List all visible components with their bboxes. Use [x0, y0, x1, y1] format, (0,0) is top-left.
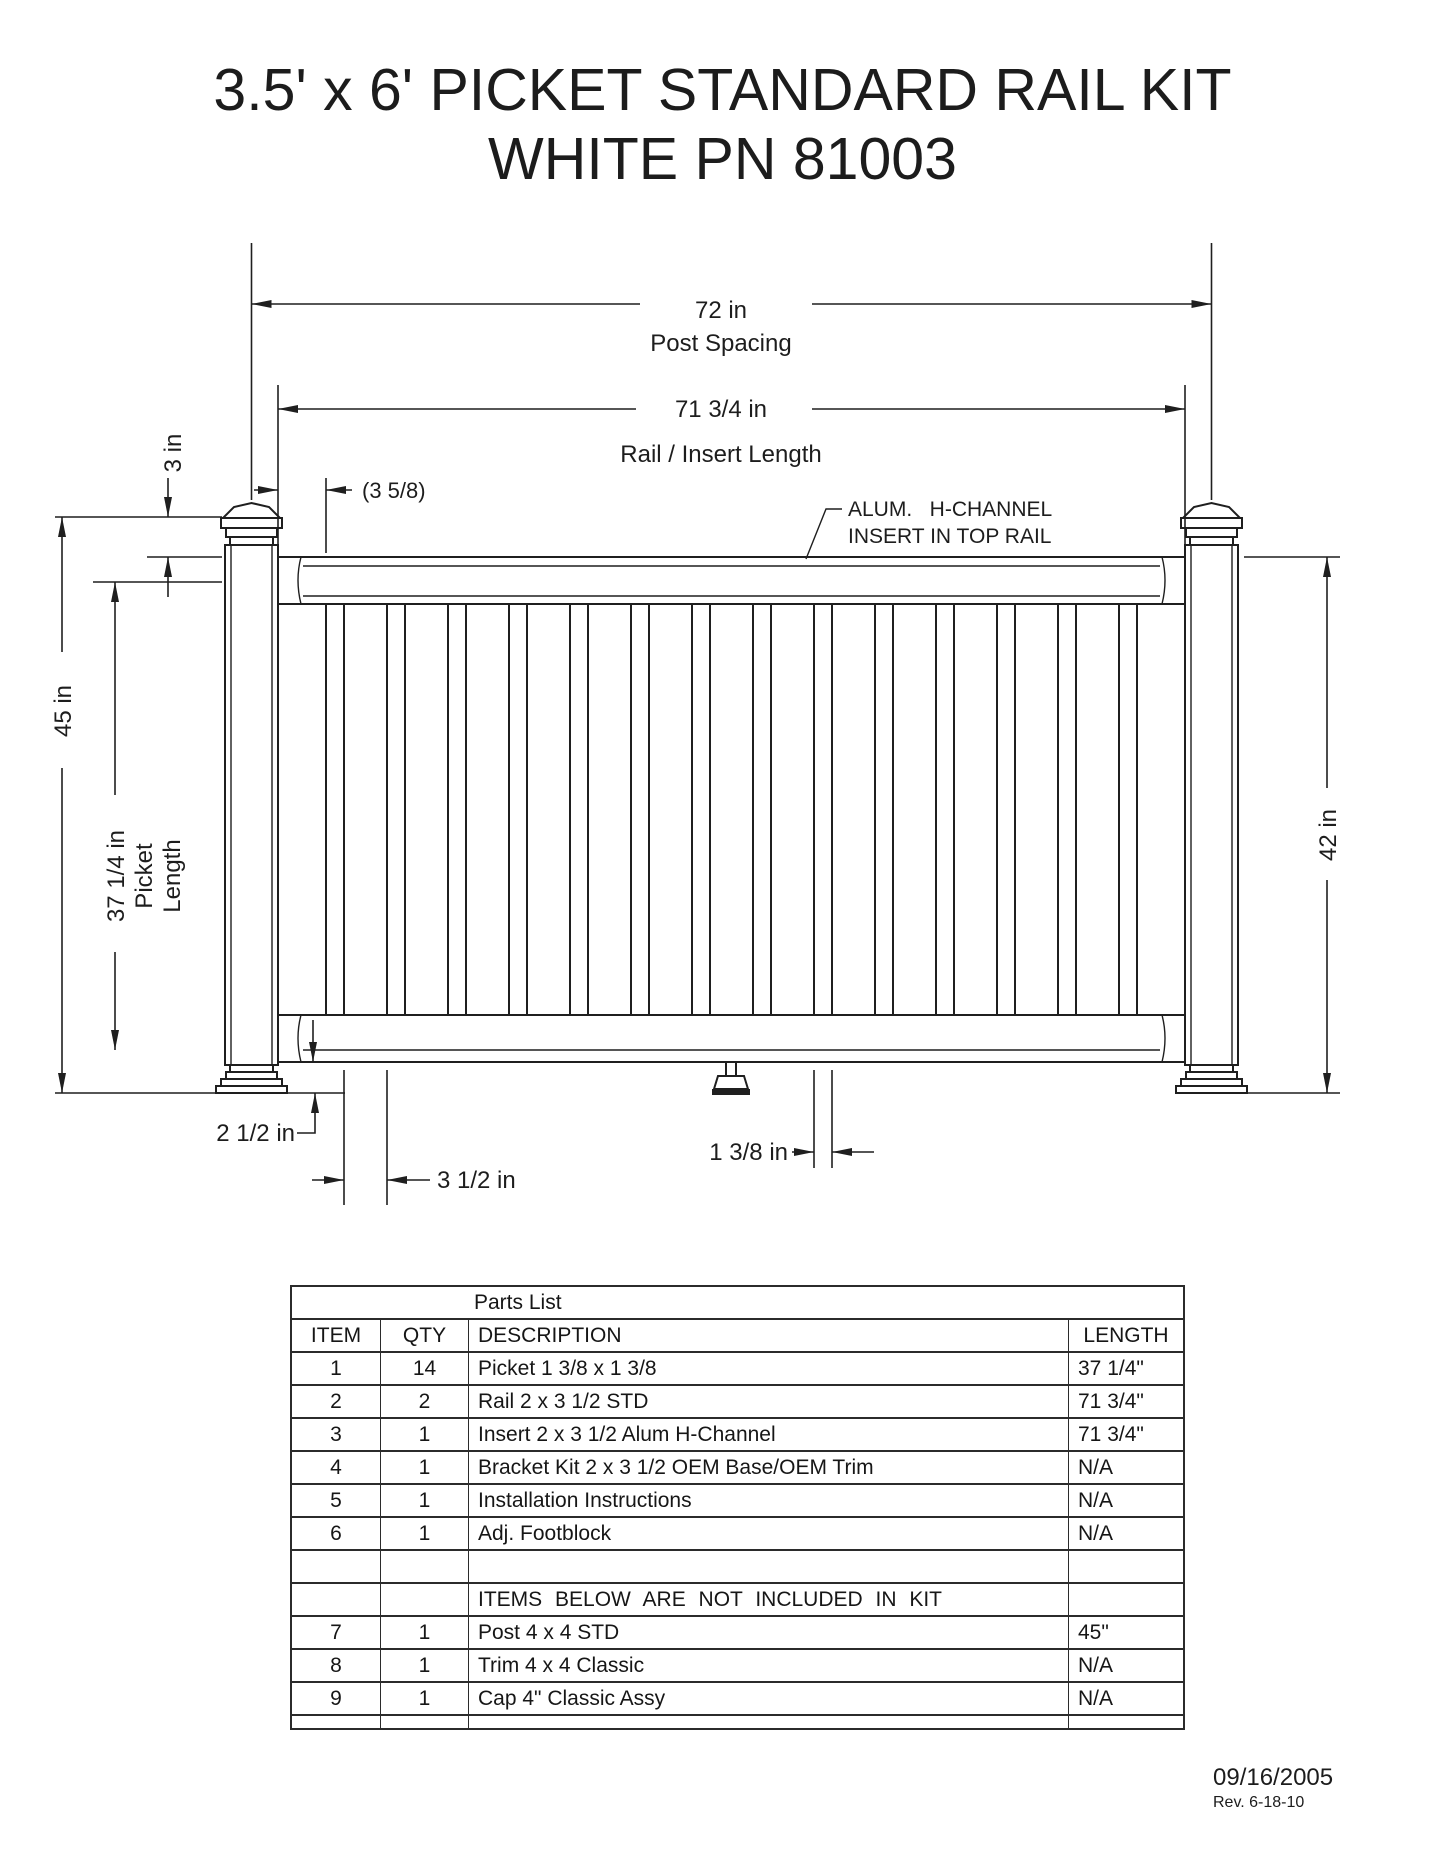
length-cell: N/A: [1068, 1485, 1183, 1516]
revision-block: [1213, 1764, 1433, 1814]
item-cell: 3: [330, 1422, 342, 1446]
picket: [692, 604, 710, 1015]
item-cell: 5: [330, 1488, 342, 1512]
description-cell: Insert 2 x 3 1/2 Alum H-Channel: [468, 1419, 1068, 1450]
first-picket-offset-label: (3 5/8): [362, 478, 426, 503]
length-cell: [1068, 1551, 1183, 1582]
parts-list-title-row: [292, 1287, 1183, 1318]
dim-rail-top-height: [1244, 557, 1342, 1093]
length-cell: N/A: [1068, 1650, 1183, 1681]
h-channel-callout: [806, 498, 1052, 559]
picket-length-label-line2: Length: [159, 839, 186, 913]
length-cell: 71 3/4": [1068, 1386, 1183, 1417]
picket-gap-label: 3 1/2 in: [437, 1167, 516, 1194]
table-row: [292, 1483, 1183, 1516]
picket: [875, 604, 893, 1015]
description-cell: Installation Instructions: [468, 1485, 1068, 1516]
not-included-note: ITEMS BELOW ARE NOT INCLUDED IN KIT: [468, 1584, 1068, 1615]
qty-cell: [380, 1551, 468, 1582]
table-row-empty: [292, 1549, 1183, 1582]
table-row: [292, 1615, 1183, 1648]
length-cell: N/A: [1068, 1518, 1183, 1549]
col-header-qty: QTY: [380, 1320, 468, 1351]
post-top-offset-label: 3 in: [160, 433, 187, 473]
item-cell: 4: [330, 1455, 342, 1479]
picket: [936, 604, 954, 1015]
length-cell: 37 1/4": [1068, 1353, 1183, 1384]
picket: [814, 604, 832, 1015]
table-row-spacer: [292, 1714, 1183, 1728]
post-base-trim: [216, 1065, 287, 1093]
item-cell: 6: [330, 1521, 342, 1545]
item-cell: 9: [330, 1686, 342, 1710]
dim-post-top-offset: [55, 434, 222, 597]
picket: [387, 604, 405, 1015]
page-title-line2: WHITE PN 81003: [488, 126, 957, 192]
item-cell: 8: [330, 1653, 342, 1677]
picket: [631, 604, 649, 1015]
table-row: [292, 1516, 1183, 1549]
adjustable-footblock: [712, 1062, 750, 1095]
qty-cell: 1: [380, 1617, 468, 1648]
qty-cell: [380, 1584, 468, 1615]
parts-list-header-row: [292, 1318, 1183, 1351]
callout-line1: ALUM. H-CHANNEL: [848, 498, 1053, 521]
rail-top-height-label: 42 in: [1315, 808, 1342, 862]
picket-length-value: 37 1/4 in: [103, 829, 130, 923]
table-row: [292, 1681, 1183, 1714]
left-post: [216, 503, 287, 1093]
description-cell: Trim 4 x 4 Classic: [468, 1650, 1068, 1681]
picket: [1119, 604, 1137, 1015]
description-cell: Adj. Footblock: [468, 1518, 1068, 1549]
drawing-revision: Rev. 6-18-10: [1213, 1794, 1305, 1811]
page-title-line1: 3.5' x 6' PICKET STANDARD RAIL KIT: [213, 57, 1232, 123]
table-row: [292, 1351, 1183, 1384]
length-cell: N/A: [1068, 1683, 1183, 1714]
dim-picket-gap: [312, 1070, 516, 1205]
picket: [448, 604, 466, 1015]
rail-length-label: Rail / Insert Length: [620, 441, 822, 468]
qty-cell: 1: [380, 1683, 468, 1714]
picket: [326, 604, 344, 1015]
qty-cell: 1: [380, 1485, 468, 1516]
description-cell: Picket 1 3/8 x 1 3/8: [468, 1353, 1068, 1384]
parts-list-title: Parts List: [474, 1290, 562, 1314]
qty-cell: 1: [380, 1518, 468, 1549]
qty-cell: 1: [380, 1419, 468, 1450]
callout-line2: INSERT IN TOP RAIL: [848, 525, 1052, 548]
post-cap: [1181, 503, 1242, 545]
qty-cell: 1: [380, 1650, 468, 1681]
post-base-trim: [1176, 1065, 1247, 1093]
description-cell: Rail 2 x 3 1/2 STD: [468, 1386, 1068, 1417]
post-spacing-label: Post Spacing: [650, 330, 792, 357]
picket: [997, 604, 1015, 1015]
picket: [753, 604, 771, 1015]
table-row: [292, 1384, 1183, 1417]
table-row-note: [292, 1582, 1183, 1615]
col-header-length: LENGTH: [1068, 1320, 1183, 1351]
description-cell: Bracket Kit 2 x 3 1/2 OEM Base/OEM Trim: [468, 1452, 1068, 1483]
right-post: [1176, 503, 1247, 1093]
dim-first-picket-offset: [254, 478, 426, 553]
qty-cell: 14: [380, 1353, 468, 1384]
item-cell: [292, 1551, 380, 1582]
col-header-description: DESCRIPTION: [468, 1320, 1068, 1351]
length-cell: 71 3/4": [1068, 1419, 1183, 1450]
picket-width-label: 1 3/8 in: [709, 1139, 788, 1166]
description-cell: Cap 4" Classic Assy: [468, 1683, 1068, 1714]
post-cap: [221, 503, 282, 545]
callout-leader-line: [806, 509, 842, 559]
bottom-clearance-label: 2 1/2 in: [216, 1120, 295, 1147]
item-cell: 7: [330, 1620, 342, 1644]
post-height-label: 45 in: [50, 684, 77, 738]
pickets: [326, 604, 1137, 1015]
length-cell: 45": [1068, 1617, 1183, 1648]
length-cell: N/A: [1068, 1452, 1183, 1483]
picket: [1058, 604, 1076, 1015]
rail-length-value: 71 3/4 in: [674, 396, 768, 423]
item-cell: 1: [330, 1356, 342, 1380]
bottom-rail: [278, 1015, 1185, 1062]
picket: [570, 604, 588, 1015]
dim-picket-length: [93, 582, 222, 1050]
top-rail: [278, 557, 1185, 604]
length-cell: [1068, 1584, 1183, 1615]
drawing-date: 09/16/2005: [1213, 1764, 1334, 1791]
table-row: [292, 1450, 1183, 1483]
picket-length-label-line1: Picket: [131, 843, 158, 909]
description-cell: [468, 1551, 1068, 1582]
picket: [509, 604, 527, 1015]
table-row: [292, 1417, 1183, 1450]
post-spacing-value: 72 in: [694, 297, 748, 324]
description-cell: Post 4 x 4 STD: [468, 1617, 1068, 1648]
item-cell: [292, 1584, 380, 1615]
table-row: [292, 1648, 1183, 1681]
col-header-item: ITEM: [310, 1323, 362, 1347]
qty-cell: 1: [380, 1452, 468, 1483]
item-cell: 2: [330, 1389, 342, 1413]
qty-cell: 2: [380, 1386, 468, 1417]
parts-list-table: [290, 1285, 1185, 1730]
